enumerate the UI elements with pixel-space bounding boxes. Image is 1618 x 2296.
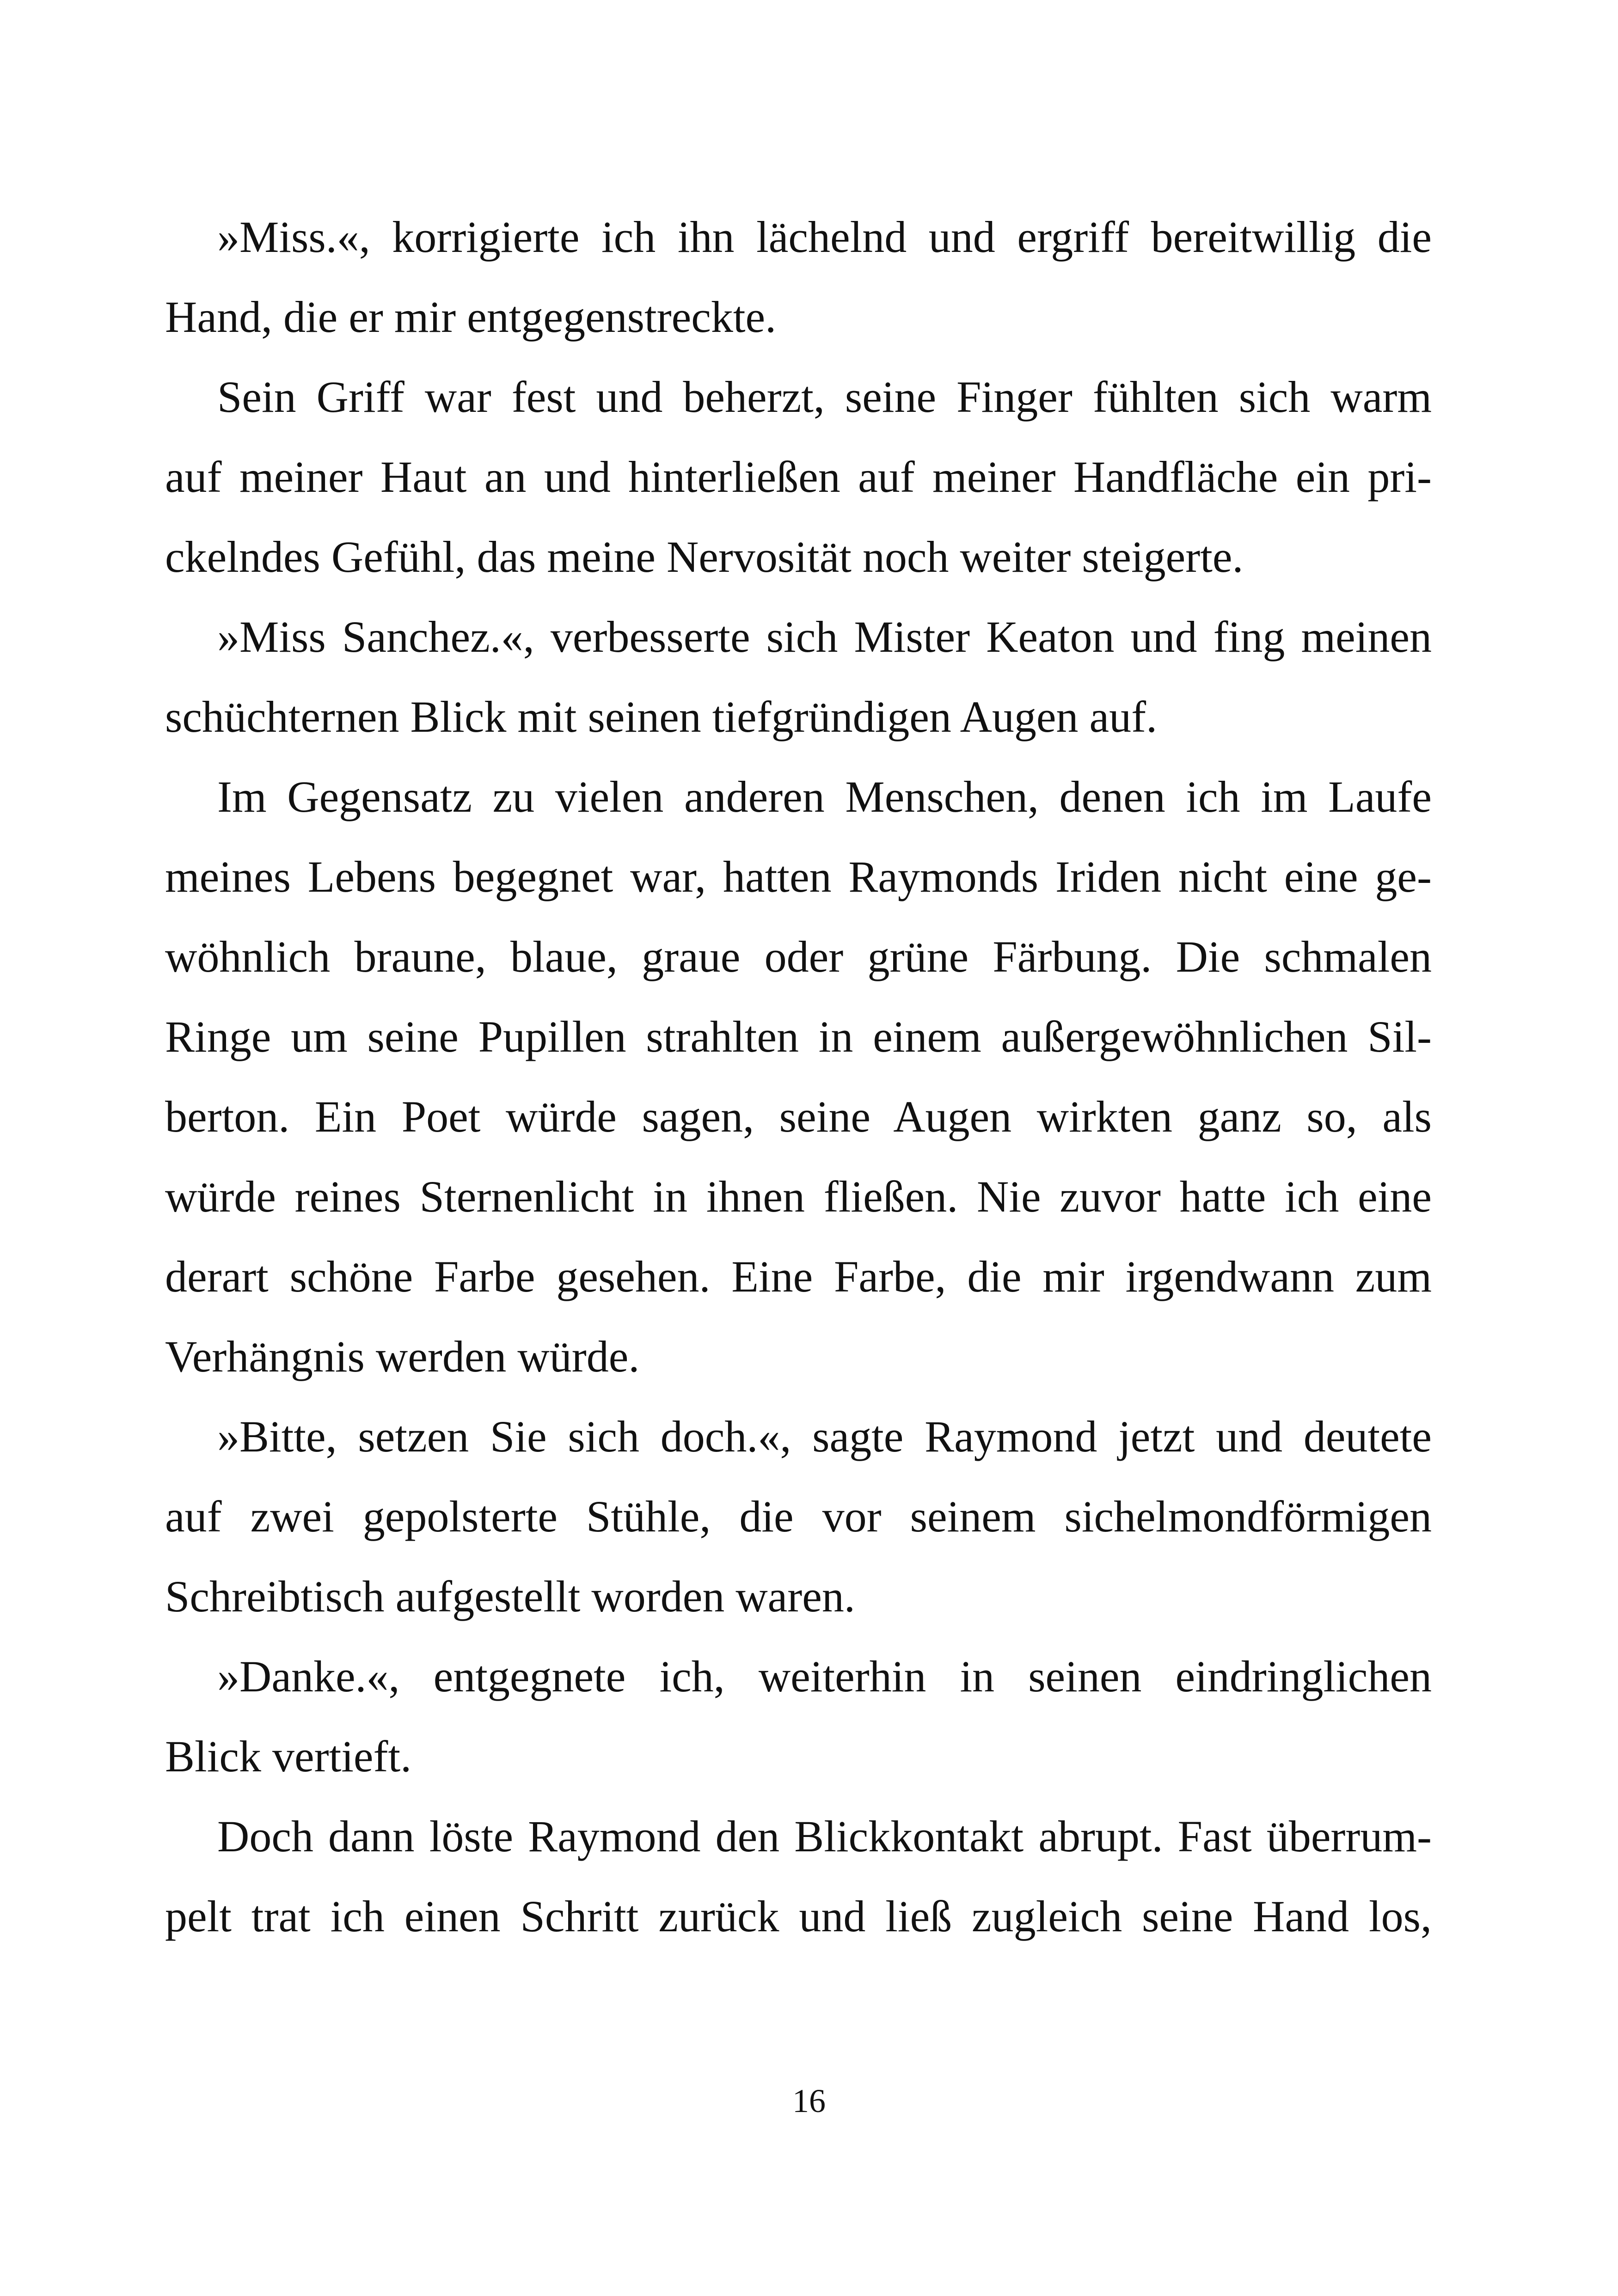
text-line: »Bitte, setzen Sie sich doch.«, sagte Raymond jetzt und deutete (217, 1412, 1432, 1461)
paragraph (165, 197, 1432, 357)
text-line: wöhnlich braune, blaue, graue oder grüne Färbung. Die schmalen (165, 932, 1432, 981)
text-line: auf meiner Haut an und hinterließen auf meiner Handfläche ein pri- (165, 452, 1432, 502)
paragraph (165, 1636, 1432, 1796)
text-line: pelt trat ich einen Schritt zurück und ließ zugleich seine Hand los, (165, 1892, 1432, 1941)
text-line: Im Gegensatz zu vielen anderen Menschen, denen ich im Laufe (217, 772, 1432, 821)
text-line: würde reines Sternenlicht in ihnen fließen. Nie zuvor hatte ich eine (165, 1172, 1432, 1221)
text-line: »Miss Sanchez.«, verbesserte sich Mister Keaton und fing meinen (217, 612, 1432, 661)
text-line: auf zwei gepolsterte Stühle, die vor seinem sichelmondförmigen (165, 1492, 1432, 1541)
text-line: Schreibtisch aufgestellt worden waren. (165, 1572, 855, 1621)
text-line: Verhängnis werden würde. (165, 1332, 640, 1381)
text-line: Blick vertieft. (165, 1732, 412, 1781)
text-line: »Danke.«, entgegnete ich, weiterhin in seinen eindringlichen (217, 1652, 1432, 1701)
paragraph (165, 357, 1432, 597)
text-line: Ringe um seine Pupillen strahlten in einem außergewöhnlichen Sil- (165, 1012, 1432, 1061)
paragraph (165, 1796, 1432, 1956)
text-line: ckelndes Gefühl, das meine Nervosität noch weiter steigerte. (165, 532, 1244, 582)
body-text (165, 197, 1432, 1956)
text-line: Sein Griff war fest und beherzt, seine Finger fühlten sich warm (217, 372, 1432, 422)
text-line: Doch dann löste Raymond den Blickkontakt abrupt. Fast überrum- (217, 1812, 1432, 1861)
paragraph (165, 1396, 1432, 1636)
text-line: schüchternen Blick mit seinen tiefgründigen Augen auf. (165, 692, 1158, 741)
page-number: 16 (792, 2082, 826, 2119)
text-line: »Miss.«, korrigierte ich ihn lächelnd und ergriff bereitwillig die (217, 212, 1432, 262)
paragraph (165, 757, 1432, 1396)
text-line: derart schöne Farbe gesehen. Eine Farbe, die mir irgendwann zum (165, 1252, 1432, 1301)
text-line: Hand, die er mir entgegenstreckte. (165, 292, 777, 342)
text-line: meines Lebens begegnet war, hatten Raymonds Iriden nicht eine ge- (165, 852, 1432, 901)
paragraph (165, 597, 1432, 757)
text-line: berton. Ein Poet würde sagen, seine Augen wirkten ganz so, als (165, 1092, 1432, 1141)
